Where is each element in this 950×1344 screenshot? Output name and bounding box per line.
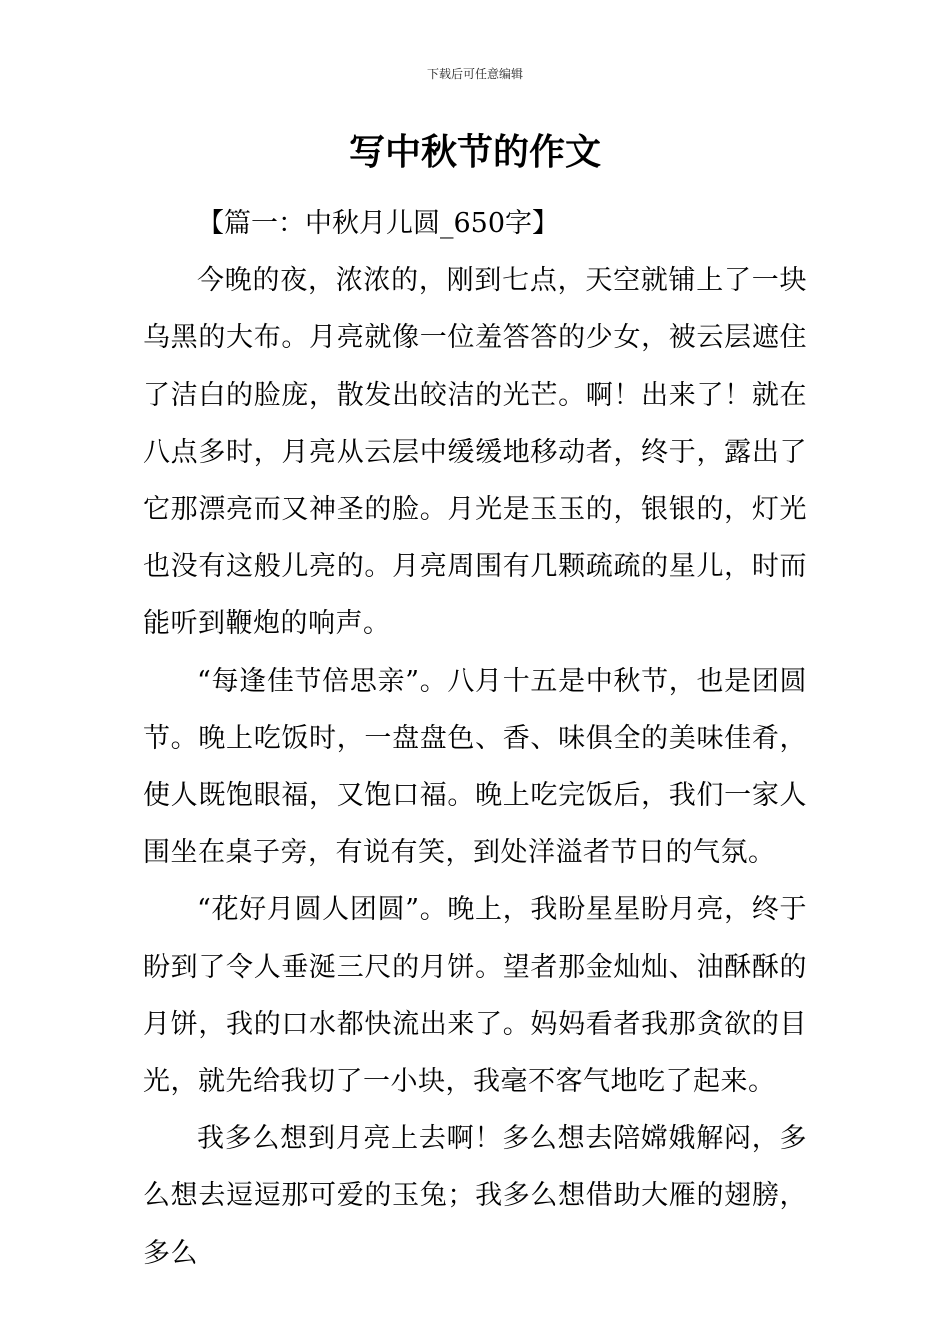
paragraph-1: 今晚的夜，浓浓的，刚到七点，天空就铺上了一块乌黑的大布。月亮就像一位羞答答的少女，被云层遮住了洁白的脸庞，散发出皎洁的光芒。啊！出来了！就在八点多时，月亮从云层中缓缓地移动者，终于，露出了它那漂亮而又神圣的脸。月光是玉玉的，银银的，灯光也没有这般儿亮的。月亮周围有几颗疏疏的星儿，时而能听到鞭炮的响声。 bbox=[143, 265, 807, 640]
paragraph-4: 我多么想到月亮上去啊！多么想去陪嫦娥解闷，多么想去逗逗那可爱的玉兔；我多么想借助大雁的翅膀，多么 bbox=[143, 1123, 807, 1269]
header-note: 下载后可任意编辑 bbox=[426, 67, 523, 81]
paragraph-2: “每逢佳节倍思亲”。八月十五是中秋节，也是团圆节。晚上吃饭时，一盘盘色、香、味俱全的美味佳肴，使人既饱眼福，又饱口福。晚上吃完饭后，我们一家人围坐在桌子旁，有说有笑，到处洋溢者节日的气氛。 bbox=[143, 665, 807, 869]
page-title: 写中秋节的作文 bbox=[348, 132, 601, 173]
document-body bbox=[143, 195, 807, 1282]
section-heading: 【篇一：中秋月儿圆_650字】 bbox=[197, 208, 560, 239]
paragraph-3: “花好月圆人团圆”。晚上，我盼星星盼月亮，终于盼到了令人垂涎三尺的月饼。望者那金灿灿、油酥酥的月饼，我的口水都快流出来了。妈妈看者我那贪欲的目光，就先给我切了一小块，我毫不客气地吃了起来。 bbox=[143, 894, 807, 1098]
